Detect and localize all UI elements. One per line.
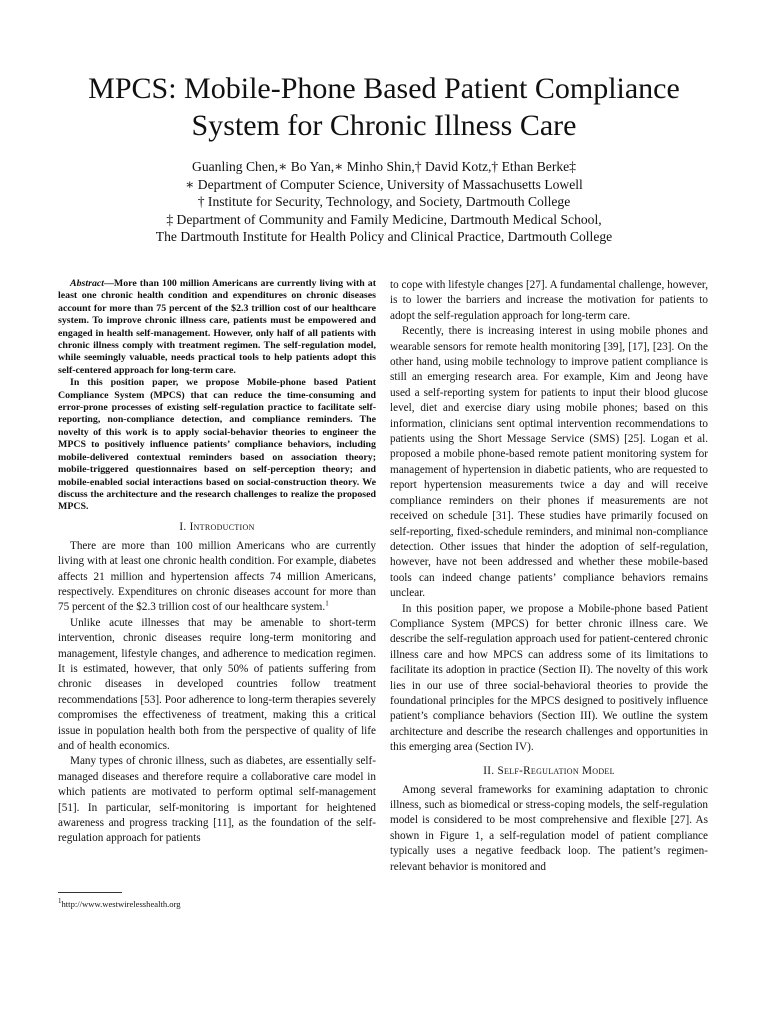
abstract-label: Abstract <box>70 278 105 289</box>
affiliation-3: ‡ Department of Community and Family Medicine, Dartmouth Medical School, <box>166 211 602 227</box>
abstract-paragraph-2: In this position paper, we propose Mobile-phone based Patient Compliance System (MPCS) that can reduce the time-consuming and error-prone processes of existing self-regulation practice to facilitate self-reporting, non-compliance detection, and compliance reminders. The novelty of this work is to apply social-behavior theories to engineer the MPCS to positively influence patients’ compliance behaviors, including mobile-delivered contextual reminders based on association theory; mobile-triggered questionnaires based on self-perception theory; and mobile-enabled social interactions based on social-construction theory. We discuss the architecture and the research challenges to realize the proposed MPCS. <box>58 377 376 513</box>
abstract <box>58 278 376 514</box>
footnote-reference: 1 <box>325 599 329 608</box>
footnote-link[interactable]: http://www.westwirelesshealth.org <box>61 899 181 909</box>
self-regulation-paragraph-1: Among several frameworks for examining adaptation to chronic illness, such as biomedical or stress-coping models, the self-regulation model is considered to be most comprehensive and flexible [27]. As shown in Figure 1, a self-regulation model of patient compliance typically uses a negative feedback loop. The patient’s regimen-relevant behavior is monitored and <box>390 783 708 873</box>
intro-paragraph-1-text: There are more than 100 million Americans who are currently living with at least one chronic health condition. For example, diabetes affects 21 million and hypertension affects 74 million Americans, respectively. Expenditures on chronic diseases account for more than 75 percent of the $2.3 trillion cost of our healthcare system. <box>58 539 376 614</box>
intro-paragraph-3-continued: to cope with lifestyle changes [27]. A fundamental challenge, however, is to lower the barriers and increase the motivation for patients to adopt the self-regulation approach for long-term care. <box>390 279 708 322</box>
author-names: Guanling Chen,∗ Bo Yan,∗ Minho Shin,† David Kotz,† Ethan Berke‡ <box>192 159 576 174</box>
affiliation-4: The Dartmouth Institute for Health Policy and Clinical Practice, Dartmouth College <box>155 229 613 245</box>
footnote-mark: 1 <box>58 897 62 906</box>
section-title: Self-Regulation Model <box>497 764 615 777</box>
paper-title <box>40 70 728 144</box>
section-number: II. <box>483 764 498 777</box>
section-number: I. <box>179 520 190 533</box>
intro-paragraph-3: Many types of chronic illness, such as diabetes, are essentially self-managed diseases and therefore require a collaborative care model in which patients are motivated to perform optimal self-management [51]. In particular, self-monitoring is important for heightened awareness and progress tracking [11], as the foundation of the self-regulation approach for patients <box>58 755 376 845</box>
footnote-divider <box>58 892 122 893</box>
affiliation-1: ∗ Department of Computer Science, University of Massachusetts Lowell <box>185 176 583 192</box>
title-line-2: System for Chronic Illness Care <box>191 109 577 142</box>
footnote <box>58 899 376 910</box>
abstract-paragraph-1 <box>58 278 376 377</box>
left-column <box>58 278 376 847</box>
section-heading-introduction <box>58 520 376 534</box>
title-line-1: MPCS: Mobile-Phone Based Patient Compliance <box>88 72 680 105</box>
intro-paragraph-1 <box>58 539 376 616</box>
section-title: Introduction <box>189 520 255 533</box>
section-heading-self-regulation <box>390 764 708 778</box>
right-column <box>390 278 708 875</box>
affiliation-2: † Institute for Security, Technology, and Society, Dartmouth College <box>197 194 571 210</box>
intro-paragraph-5: In this position paper, we propose a Mobile-phone based Patient Compliance System (MPCS) for better chronic illness care. We describe the self-regulation approach used for patient-centered chronic illness care and how MPCS can address some of its limitations to facilitate its adoption in practice (Section II). The novelty of this work lies in our use of three social-behavioral theories to provide the foundational principles for the MPCS designed to positively influence patient’s compliance behaviors (Section III). We outline the system architecture and describe the research challenges and opportunities in this emerging area (Section IV). <box>390 602 708 754</box>
author-block <box>40 158 728 246</box>
intro-paragraph-4: Recently, there is increasing interest in using mobile phones and wearable sensors for remote health monitoring [39], [17], [23]. On the other hand, using mobile technology to improve patient compliance is still an emerging research area. For example, Kim and Jeong have used a self-reporting system for patients to input their blood glucose level, diet and exercise diary using mobile phones; based on this information, clinicians sent optimal intervention recommendations to patients using the Short Message Service (SMS) [25]. Logan et al. proposed a mobile phone-based remote patient monitoring system for management of hypertension in diabetic patients, who are requested to report hypertension measurements twice a day and will receive compliance reminders on their phones if measurements are not received on schedule [31]. These studies have primarily focused on self-reporting, fixed-schedule reminders, and minimal non-compliance detection. Other issues that hinder the adoption of self-regulation, however, have not been addressed and whether these mobile-based tools can indeed change patients’ compliance behaviors remains unclear. <box>390 325 708 600</box>
abstract-text-1: —More than 100 million Americans are currently living with at least one chronic health condition and expenditures on chronic diseases account for more than 75 percent of the $2.3 trillion cost of our healthcare system. To improve chronic illness care, patients must be empowered and engaged in health self-management. However, only half of all patients with chronic illness comply with treatment regimen. The self-regulation model, while seemingly valuable, needs practical tools to help patients adopt this self-centered approach for long-term care. <box>58 278 376 376</box>
intro-paragraph-2: Unlike acute illnesses that may be amenable to short-term intervention, chronic diseases require long-term monitoring and management, lifestyle changes, and adherence to medication regimen. It is estimated, however, that only 50% of patients suffering from chronic diseases in developed countries follow treatment recommendations [53]. Poor adherence to long-term therapies severely compromises the effectiveness of treatment, making this a critical issue in population health both from the perspective of quality of life and of health economics. <box>58 616 376 752</box>
